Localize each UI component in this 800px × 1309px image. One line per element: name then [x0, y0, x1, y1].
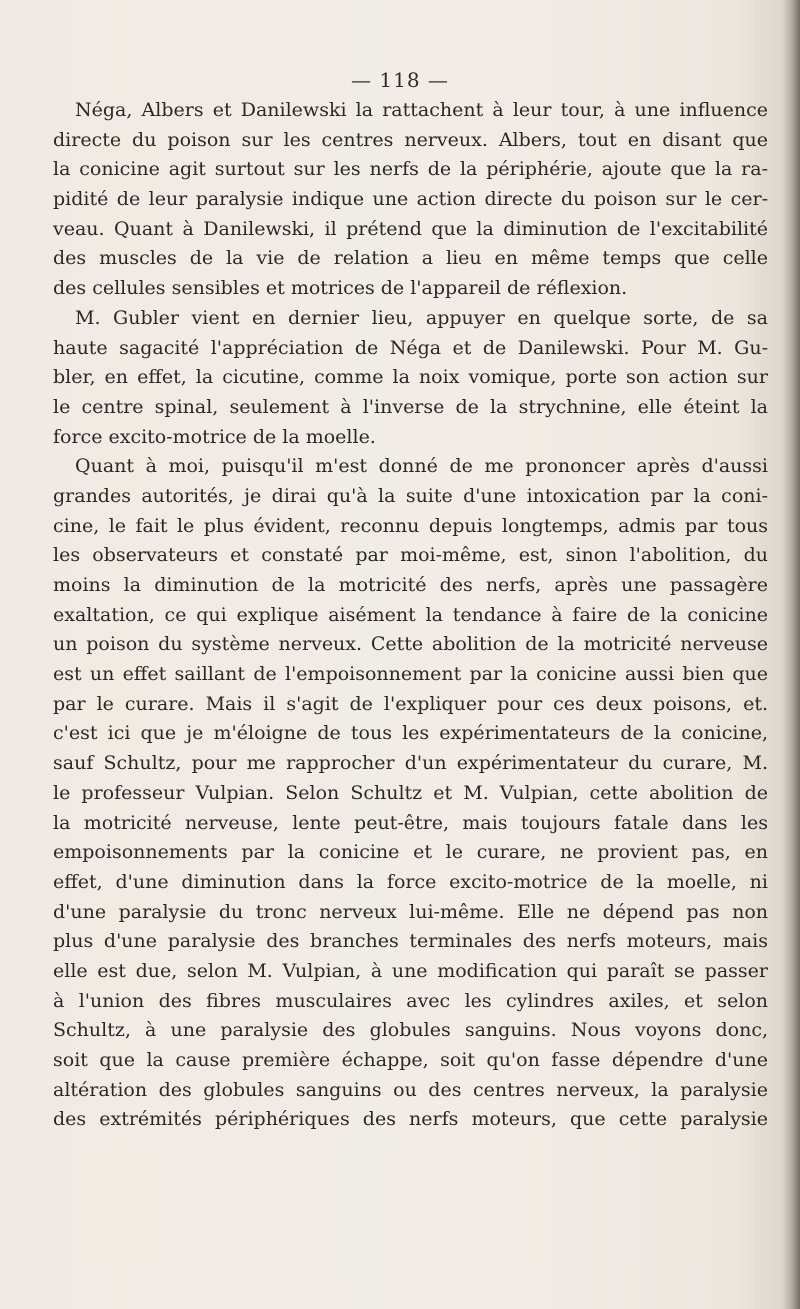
page-number: — 118 —: [351, 68, 449, 92]
text-line: par le curare. Mais il s'agit de l'expliquer pour ces deux poisons, et.: [53, 692, 768, 715]
text-line: directe du poison sur les centres nerveux. Albers, tout en disant que: [53, 128, 768, 151]
text-line: la conicine agit surtout sur les nerfs de la périphérie, ajoute que la ra-: [53, 158, 768, 181]
text-line: Néga, Albers et Danilewski la rattachent à leur tour, à une influence: [75, 99, 768, 121]
text-line: cine, le fait le plus évident, reconnu depuis longtemps, admis par tous: [53, 514, 768, 537]
text-line: des muscles de la vie de relation a lieu en même temps que celle: [53, 247, 768, 270]
text-line: elle est due, selon M. Vulpian, à une modification qui paraît se passer: [53, 959, 768, 982]
page-edge-shadow: [782, 0, 800, 1309]
text-line: c'est ici que je m'éloigne de tous les expérimentateurs de la conicine,: [53, 722, 768, 745]
text-line: exaltation, ce qui explique aisément la tendance à faire de la conicine: [53, 603, 768, 626]
text-line: effet, d'une diminution dans la force excito-motrice de la moelle, ni: [53, 870, 768, 893]
text-line: des cellules sensibles et motrices de l'appareil de réflexion.: [53, 277, 628, 300]
text-line: empoisonnements par la conicine et le curare, ne provient pas, en: [53, 841, 768, 864]
text-line: est un effet saillant de l'empoisonnement par la conicine aussi bien que: [53, 663, 768, 686]
text-line: plus d'une paralysie des branches terminales des nerfs moteurs, mais: [53, 930, 768, 953]
text-line: bler, en effet, la cicutine, comme la noix vomique, porte son action sur: [53, 366, 768, 389]
text-line: haute sagacité l'appréciation de Néga et de Danilewski. Pour M. Gu-: [53, 336, 768, 359]
text-line: d'une paralysie du tronc nerveux lui-même. Elle ne dépend pas non: [53, 900, 768, 923]
text-line: à l'union des fibres musculaires avec les cylindres axiles, et selon: [53, 989, 768, 1012]
text-line: des extrémités périphériques des nerfs moteurs, que cette paralysie: [53, 1108, 768, 1131]
text-line: la motricité nerveuse, lente peut-être, mais toujours fatale dans les: [53, 811, 768, 834]
text-line: Quant à moi, puisqu'il m'est donné de me prononcer après d'aussi: [75, 455, 768, 478]
text-line: force excito-motrice de la moelle.: [53, 425, 376, 448]
text-line: soit que la cause première échappe, soit qu'on fasse dépendre d'une: [53, 1049, 768, 1071]
text-line: un poison du système nerveux. Cette abolition de la motricité nerveuse: [53, 633, 768, 656]
text-line: M. Gubler vient en dernier lieu, appuyer en quelque sorte, de sa: [75, 306, 768, 329]
text-line: Schultz, à une paralysie des globules sanguins. Nous voyons donc,: [53, 1019, 768, 1042]
text-line: pidité de leur paralysie indique une action directe du poison sur le cer-: [53, 188, 768, 211]
text-line: le centre spinal, seulement à l'inverse de la strychnine, elle éteint la: [53, 395, 768, 418]
text-line: les observateurs et constaté par moi-même, est, sinon l'abolition, du: [53, 544, 768, 567]
text-line: moins la diminution de la motricité des nerfs, après une passagère: [53, 574, 768, 596]
text-line: veau. Quant à Danilewski, il prétend que la diminution de l'excitabilité: [53, 217, 768, 240]
text-line: le professeur Vulpian. Selon Schultz et M. Vulpian, cette abolition de: [53, 781, 768, 804]
text-line: grandes autorités, je dirai qu'à la suite d'une intoxication par la coni-: [53, 484, 768, 507]
text-line: altération des globules sanguins ou des centres nerveux, la paralysie: [53, 1078, 768, 1101]
body-text: [53, 96, 768, 1135]
text-line: sauf Schultz, pour me rapprocher d'un expérimentateur du curare, M.: [53, 752, 768, 775]
